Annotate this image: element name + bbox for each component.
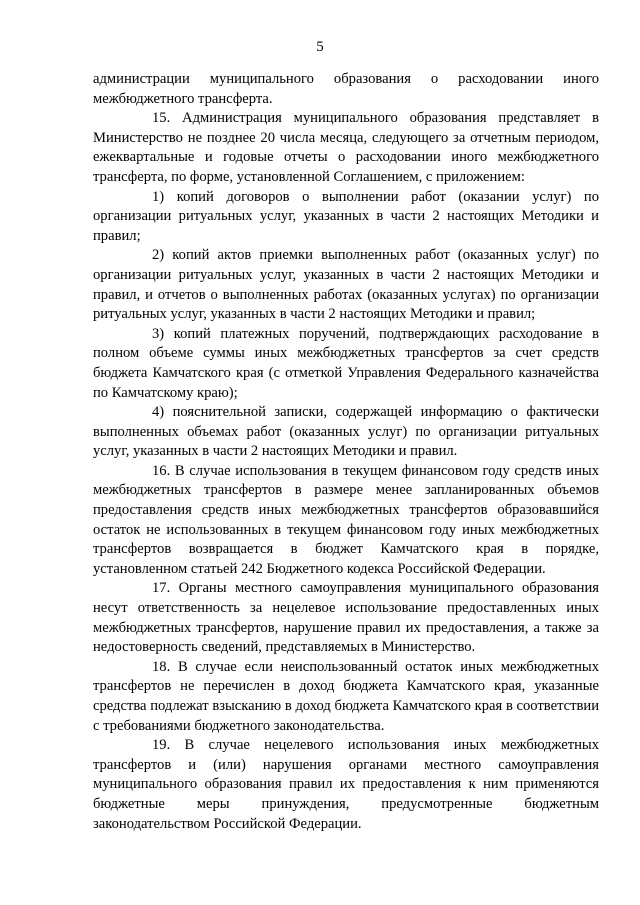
list-item-2: 2) копий актов приемки выполненных работ (оказанных услуг) по организации ритуальных услуг, указанных в части 2 настоящих Методики и правил, и отчетов о выполненных работах (оказанных услугах) по организации ритуальных услуг, указанных в части 2 настоящих Методики и правил;	[93, 247, 599, 323]
page-number: 5	[316, 39, 324, 55]
list-item-1: 1) копий договоров о выполнении работ (оказании услуг) по организации ритуальных услуг, указанных в части 2 настоящих Методики и правил;	[93, 188, 599, 244]
list-item-4: 4) пояснительной записки, содержащей информацию о фактически выполненных объемах работ (оказанных услуг) по организации ритуальных услуг, указанных в части 2 настоящих Методики и правил.	[93, 404, 599, 460]
paragraph-17: 17. Органы местного самоуправления муниципального образования несут ответственность за нецелевое использование предоставленных иных межбюджетных трансфертов, нарушение правил их предоставления, а также за недостоверность сведений, представляемых в Министерство.	[93, 580, 599, 656]
list-item-3: 3) копий платежных поручений, подтверждающих расходование в полном объеме суммы иных межбюджетных трансфертов за счет средств бюджета Камчатского края (с отметкой Управления Федерального казначейства по Камчатскому краю);	[93, 325, 599, 401]
paragraph-19: 19. В случае нецелевого использования иных межбюджетных трансфертов и (или) нарушения органами местного самоуправления муниципального образования правил их предоставления к ним применяются бюджетные меры принуждения, предусмотренные бюджетным законодательством Российской Федерации.	[93, 737, 599, 832]
paragraph-continuation: администрации муниципального образования о расходовании иного межбюджетного трансферта.	[93, 71, 599, 107]
paragraph-16: 16. В случае использования в текущем финансовом году средств иных межбюджетных трансфертов в размере менее запланированных объемов предоставления средств иных межбюджетных трансфертов образовавшийся остаток не использованных в текущем финансовом году иных межбюджетных трансфертов возвращается в бюджет Камчатского края в порядке, установленном статьей 242 Бюджетного кодекса Российской Федерации.	[93, 462, 599, 577]
document-body	[93, 70, 599, 834]
paragraph-18: 18. В случае если неиспользованный остаток иных межбюджетных трансфертов не перечислен в доход бюджета Камчатского края, указанные средства подлежат взысканию в доход бюджета Камчатского края в соответствии с требованиями бюджетного законодательства.	[93, 658, 599, 734]
paragraph-15: 15. Администрация муниципального образования представляет в Министерство не позднее 20 числа месяца, следующего за отчетным периодом, ежеквартальные и годовые отчеты о расходовании иного межбюджетного трансферта, по форме, установленной Соглашением, с приложением:	[93, 110, 599, 185]
